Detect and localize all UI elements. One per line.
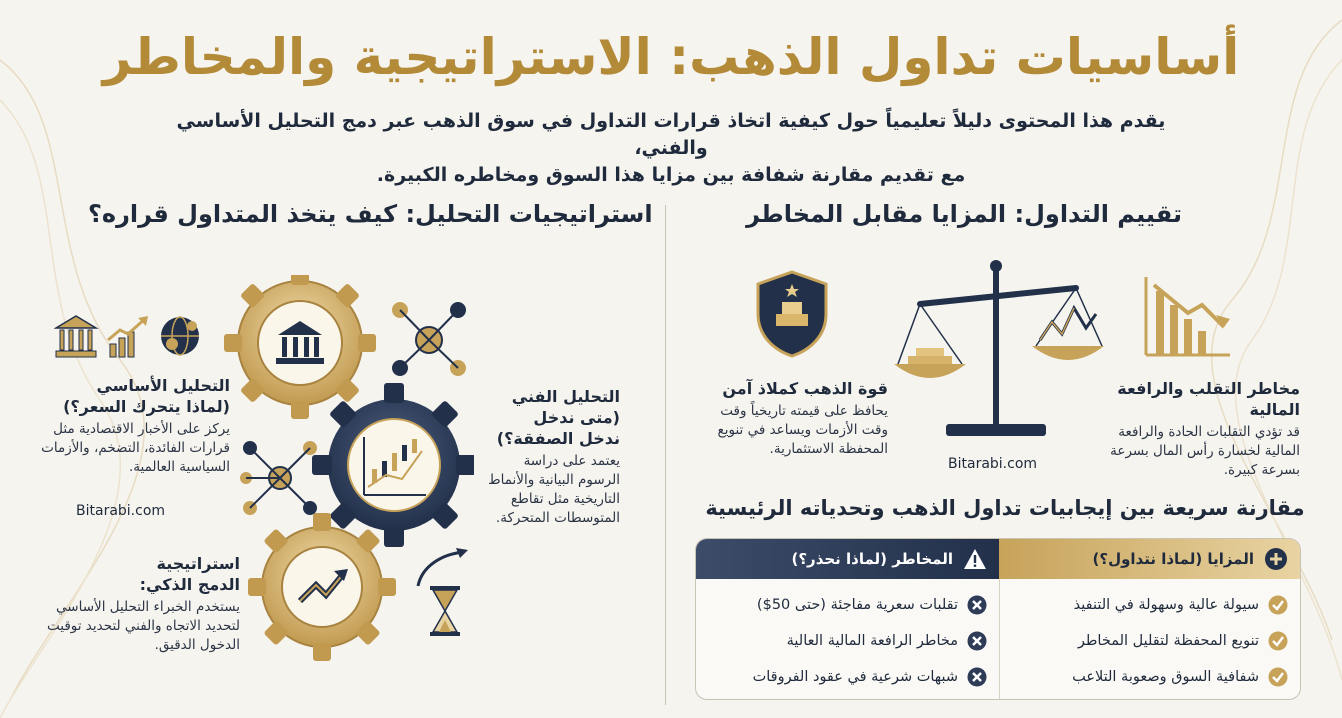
- cons-item-label: شبهات شرعية في عقود الفروقات: [752, 669, 958, 685]
- left-section-title: استراتيجيات التحليل: كيف يتخذ المتداول قراره؟: [88, 200, 653, 228]
- check-circle-icon: [1268, 667, 1288, 687]
- intro-line-2: مع تقديم مقارنة شفافة بين مزايا هذا السوق ومخاطره الكبيرة.: [376, 164, 966, 186]
- section-divider: [665, 205, 666, 705]
- column-separator: [999, 579, 1000, 700]
- globe-money-icon: [161, 317, 199, 355]
- growth-chart-icon: [108, 316, 148, 357]
- plus-circle-icon: [1264, 547, 1288, 571]
- network-nodes-icon: [388, 298, 470, 382]
- pros-item-label: سيولة عالية وسهولة في التنفيذ: [1073, 597, 1259, 613]
- technical-heading-3: ندخل الصفقة؟): [496, 429, 620, 448]
- gear-candlestick: [312, 383, 474, 547]
- cons-item-label: مخاطر الرافعة المالية العالية: [786, 633, 958, 649]
- gear-bank: [224, 275, 376, 419]
- page-title: أساسيات تداول الذهب: الاستراتيجية والمخاطر: [102, 28, 1240, 86]
- gear-trend: [248, 513, 396, 661]
- hybrid-heading-2: الدمج الذكي:: [139, 575, 240, 594]
- intro-line-1: يقدم هذا المحتوى دليلاً تعليمياً حول كيفية اتخاذ قرارات التداول في سوق الذهب عبر دمج التحليل الأساسي والفني،: [176, 110, 1166, 159]
- decreasing-chart-icon: [1142, 275, 1232, 357]
- check-circle-icon: [1268, 631, 1288, 651]
- safe-haven-block: [692, 378, 888, 459]
- fundamental-text: يركز على الأخبار الاقتصادية مثل قرارات الفائدة، التضخم، والأزمات السياسية العالمية.: [41, 421, 230, 475]
- pros-item: [1009, 659, 1288, 695]
- balance-scale-icon: [890, 258, 1110, 440]
- cons-header-label: المخاطر (لماذا نحذر؟): [791, 550, 953, 568]
- pros-item-label: شفافية السوق وصعوبة التلاعب: [1072, 669, 1259, 685]
- cons-item: [708, 587, 987, 623]
- pros-item: [1009, 623, 1288, 659]
- hybrid-block: [28, 553, 240, 655]
- fundamental-block: [30, 375, 230, 477]
- safe-haven-heading: قوة الذهب كملاذ آمن: [722, 379, 888, 398]
- watermark-right: Bitarabi.com: [948, 456, 1038, 472]
- hybrid-text: يستخدم الخبراء التحليل الأساسي لتحديد الاتجاه والفني لتحديد توقيت الدخول الدقيق.: [47, 599, 240, 653]
- technical-heading-2: (متى ندخل: [533, 408, 620, 427]
- volatility-heading: مخاطر التقلب والرافعة المالية: [1117, 379, 1300, 419]
- check-circle-icon: [1268, 595, 1288, 615]
- fundamental-heading-1: التحليل الأساسي: [96, 376, 230, 395]
- hub-nodes-icon: [240, 438, 320, 518]
- pros-item: [1009, 587, 1288, 623]
- right-section-title: تقييم التداول: المزايا مقابل المخاطر: [746, 200, 1182, 228]
- hourglass-icon: [412, 548, 472, 640]
- cons-column: [696, 539, 999, 700]
- x-circle-icon: [967, 595, 987, 615]
- cons-header: [696, 539, 999, 579]
- fundamental-icons: [54, 314, 204, 360]
- cons-item: [708, 659, 987, 695]
- shield-gold-icon: [754, 270, 830, 358]
- technical-block: [478, 386, 620, 528]
- x-circle-icon: [967, 631, 987, 651]
- cons-item: [708, 623, 987, 659]
- safe-haven-text: يحافظ على قيمته تاريخياً وقت وقت الأزمات ويساعد في تنويع المحفظة الاستثمارية.: [717, 403, 888, 457]
- hybrid-heading-1: استراتيجية: [156, 554, 240, 573]
- comparison-table: [695, 538, 1301, 700]
- technical-text: يعتمد على دراسة الرسوم البيانية والأنماط التاريخية مثل تقاطع المتوسطات المتحركة.: [488, 453, 620, 526]
- warning-triangle-icon: [963, 547, 987, 571]
- cons-item-label: تقلبات سعرية مفاجئة (حتى 50$): [756, 597, 958, 613]
- x-circle-icon: [967, 667, 987, 687]
- fundamental-heading-2: (لماذا يتحرك السعر؟): [63, 397, 230, 416]
- pros-column: [997, 539, 1300, 700]
- comparison-title: مقارنة سريعة بين إيجابيات تداول الذهب وتحدياته الرئيسية: [705, 496, 1305, 520]
- pros-header: [997, 539, 1300, 579]
- pros-item-label: تنويع المحفظة لتقليل المخاطر: [1077, 633, 1259, 649]
- volatility-text: قد تؤدي التقلبات الحادة والرافعة المالية لخسارة رأس المال بسرعة بسرعة كبيرة.: [1110, 424, 1300, 478]
- watermark-left: Bitarabi.com: [76, 503, 166, 519]
- technical-heading-1: التحليل الفني: [511, 387, 620, 406]
- bank-icon: [56, 316, 96, 357]
- volatility-block: [1082, 378, 1300, 480]
- pros-header-label: المزايا (لماذا نتداول؟): [1092, 550, 1254, 568]
- intro-text: [171, 108, 1171, 189]
